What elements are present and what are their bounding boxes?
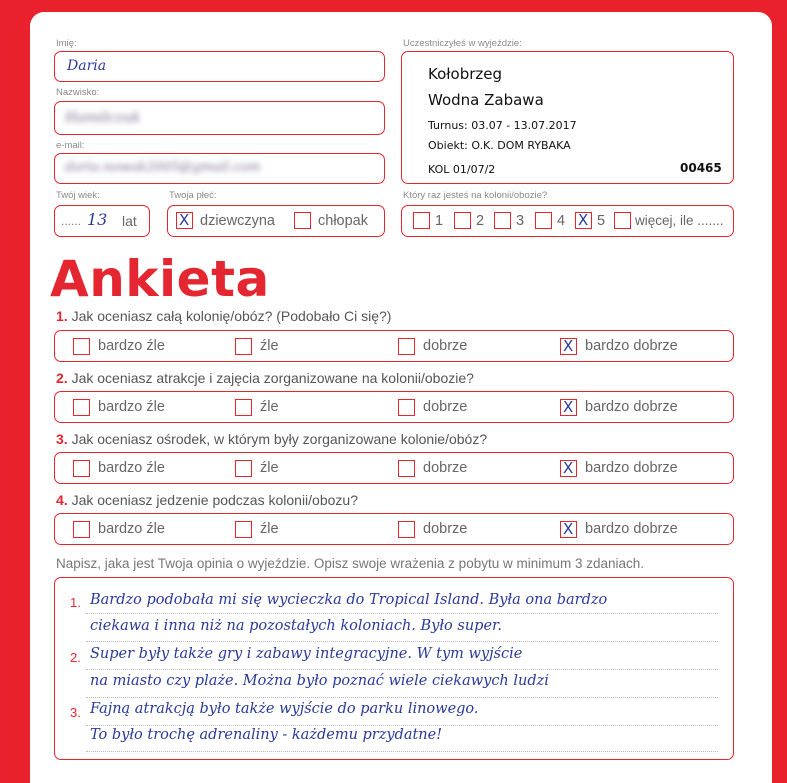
- q4-option-3-label: dobrze: [423, 521, 468, 537]
- q3-option-4-checkbox[interactable]: [560, 460, 577, 477]
- question-1-number: 1.: [56, 308, 68, 324]
- q4-option-2-label: źle: [260, 521, 279, 537]
- trip-turnus: Turnus: 03.07 - 13.07.2017: [428, 119, 577, 132]
- count-more-checkbox[interactable]: [614, 212, 631, 229]
- count-2-checkbox[interactable]: [454, 212, 471, 229]
- q2-option-3-checkbox[interactable]: [398, 399, 415, 416]
- age-value: 13: [87, 210, 108, 229]
- question-3-number: 3.: [56, 431, 68, 447]
- trip-label: Uczestniczyłeś w wyjeździe:: [403, 38, 522, 49]
- question-3-text: Jak oceniasz ośrodek, w którym były zorganizowane kolonie/obóz?: [71, 431, 488, 447]
- email-field[interactable]: [54, 153, 385, 184]
- q1-option-3-checkbox[interactable]: [398, 338, 415, 355]
- q2-option-2-label: źle: [260, 399, 279, 415]
- q4-option-4-checkbox[interactable]: [560, 521, 577, 538]
- age-unit: lat: [122, 213, 137, 229]
- opinion-number-1: 1.: [70, 595, 81, 610]
- question-2-options: [54, 391, 734, 423]
- q3-option-3-label: dobrze: [423, 460, 468, 476]
- q3-option-3-checkbox[interactable]: [398, 460, 415, 477]
- question-2-number: 2.: [56, 370, 68, 386]
- age-label: Twój wiek:: [56, 190, 100, 201]
- gender-boy-checkbox[interactable]: [294, 212, 311, 229]
- count-4-checkbox[interactable]: [535, 212, 552, 229]
- opinion-prompt: Napisz, jaka jest Twoja opinia o wyjeździe. Opisz swoje wrażenia z pobytu w minimum 3 zdaniach.: [56, 556, 645, 571]
- count-5-checkbox[interactable]: [575, 212, 592, 229]
- q2-option-4-checkbox[interactable]: [560, 399, 577, 416]
- q2-option-3-label: dobrze: [423, 399, 468, 415]
- question-3: [56, 431, 487, 447]
- q1-option-2-label: źle: [260, 338, 279, 354]
- trip-obiekt: Obiekt: O.K. DOM RYBAKA: [428, 139, 571, 152]
- question-2: [56, 370, 474, 386]
- q1-option-3-label: dobrze: [423, 338, 468, 354]
- q1-option-1-label: bardzo źle: [98, 338, 165, 354]
- q3-option-2-label: źle: [260, 460, 279, 476]
- trip-place: Kołobrzeg: [428, 65, 503, 83]
- count-3-label: 3: [516, 213, 525, 229]
- question-4-options: [54, 513, 734, 545]
- opinion-line-4: na miasto czy plaże. Można było poznać wiele ciekawych ludzi: [90, 673, 549, 689]
- gender-boy-label: chłopak: [318, 213, 368, 229]
- q4-option-2-checkbox[interactable]: [235, 521, 252, 538]
- q1-option-1-checkbox[interactable]: [73, 338, 90, 355]
- question-2-text: Jak oceniasz atrakcje i zajęcia zorganizowane na kolonii/obozie?: [71, 370, 474, 386]
- opinion-number-2: 2.: [70, 650, 81, 665]
- question-3-options: [54, 452, 734, 484]
- question-4-text: Jak oceniasz jedzenie podczas kolonii/obozu?: [71, 492, 358, 508]
- name-label: Imię:: [56, 38, 77, 49]
- opinion-line-2: ciekawa i inna niż na pozostałych koloniach. Było super.: [90, 618, 502, 634]
- age-dots: ......: [61, 214, 82, 228]
- q3-option-2-checkbox[interactable]: [235, 460, 252, 477]
- question-1: [56, 308, 391, 324]
- count-more-label: więcej, ile .......: [635, 213, 724, 228]
- count-field: [401, 205, 734, 237]
- count-5-label: 5: [597, 213, 606, 229]
- q4-option-1-checkbox[interactable]: [73, 521, 90, 538]
- trip-name: Wodna Zabawa: [428, 91, 544, 109]
- surname-field[interactable]: [54, 101, 385, 135]
- q3-option-1-checkbox[interactable]: [73, 460, 90, 477]
- q3-option-4-label: bardzo dobrze: [585, 460, 678, 476]
- email-value: daria.nowak2005@gmail.com: [65, 160, 261, 175]
- gender-girl-checkbox[interactable]: [176, 212, 193, 229]
- opinion-line-1: Bardzo podobała mi się wycieczka do Tropical Island. Była ona bardzo: [90, 592, 608, 608]
- q4-option-1-label: bardzo źle: [98, 521, 165, 537]
- opinion-line-6: To było trochę adrenaliny - każdemu przydatne!: [90, 727, 443, 743]
- q2-option-4-label: bardzo dobrze: [585, 399, 678, 415]
- gender-field: [167, 205, 385, 237]
- opinion-rule-6: [86, 751, 718, 752]
- question-4: [56, 492, 358, 508]
- opinion-rule-2: [86, 641, 718, 642]
- trip-number: 00465: [680, 161, 722, 175]
- age-field[interactable]: [54, 205, 150, 237]
- q4-option-4-label: bardzo dobrze: [585, 521, 678, 537]
- count-1-label: 1: [435, 213, 444, 229]
- q2-option-1-label: bardzo źle: [98, 399, 165, 415]
- q3-option-1-label: bardzo źle: [98, 460, 165, 476]
- q1-option-4-checkbox[interactable]: [560, 338, 577, 355]
- opinion-number-3: 3.: [70, 705, 81, 720]
- surname-label: Nazwisko:: [56, 87, 100, 98]
- trip-box: [401, 51, 734, 184]
- opinion-rule-3: [86, 669, 718, 670]
- count-3-checkbox[interactable]: [494, 212, 511, 229]
- count-4-label: 4: [557, 213, 566, 229]
- opinion-line-3: Super były także gry i zabawy integracyjne. W tym wyjście: [90, 646, 523, 662]
- q1-option-2-checkbox[interactable]: [235, 338, 252, 355]
- name-value: Daria: [67, 58, 107, 74]
- gender-label: Twoja płeć:: [169, 190, 217, 201]
- q1-option-4-label: bardzo dobrze: [585, 338, 678, 354]
- q2-option-2-checkbox[interactable]: [235, 399, 252, 416]
- survey-title: Ankieta: [50, 250, 270, 308]
- question-4-number: 4.: [56, 492, 68, 508]
- q4-option-3-checkbox[interactable]: [398, 521, 415, 538]
- opinion-rule-1: [86, 613, 718, 614]
- trip-code: KOL 01/07/2: [428, 163, 496, 176]
- question-1-options: [54, 330, 734, 362]
- question-1-text: Jak oceniasz całą kolonię/obóz? (Podobało Ci się?): [71, 308, 392, 324]
- email-label: e-mail:: [56, 140, 85, 151]
- surname-value: Hamilczuk: [65, 110, 141, 126]
- opinion-rule-4: [86, 697, 718, 698]
- gender-girl-label: dziewczyna: [200, 213, 275, 229]
- q2-option-1-checkbox[interactable]: [73, 399, 90, 416]
- name-field[interactable]: [54, 51, 385, 82]
- count-1-checkbox[interactable]: [413, 212, 430, 229]
- count-2-label: 2: [476, 213, 485, 229]
- opinion-line-5: Fajną atrakcją było także wyjście do parku linowego.: [90, 701, 479, 717]
- count-label: Który raz jesteś na kolonii/obozie?: [403, 190, 548, 201]
- opinion-rule-5: [86, 725, 718, 726]
